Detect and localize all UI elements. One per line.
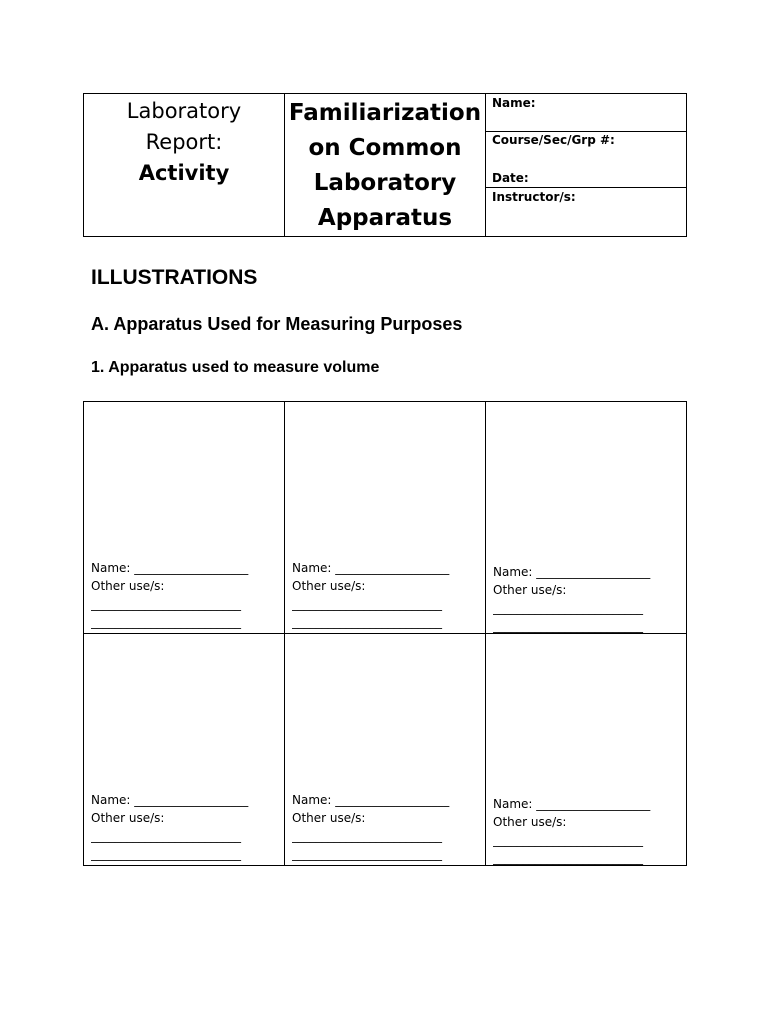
- item-title: 1. Apparatus used to measure volume: [91, 359, 380, 376]
- name-blank: Name: ___________________: [91, 561, 249, 575]
- course-label: Course/Sec/Grp #:: [492, 133, 615, 147]
- info-divider: [486, 187, 686, 188]
- other-use-label: Other use/s:: [292, 579, 366, 593]
- blank-line: _________________________: [493, 833, 643, 847]
- blank-line: _________________________: [493, 601, 643, 615]
- activity-title-line4: Apparatus: [317, 205, 453, 231]
- other-use-label: Other use/s:: [91, 811, 165, 825]
- illustration-slot[interactable]: [84, 634, 285, 866]
- other-use-label: Other use/s:: [91, 579, 165, 593]
- other-use-label: Other use/s:: [493, 583, 567, 597]
- section-title: ILLUSTRATIONS: [91, 266, 258, 289]
- illustration-slot[interactable]: [285, 402, 486, 634]
- slot-caption: [91, 791, 278, 863]
- info-divider: [486, 131, 686, 132]
- other-use-label: Other use/s:: [292, 811, 366, 825]
- illustration-slot[interactable]: [486, 634, 687, 866]
- name-blank: Name: ___________________: [292, 561, 450, 575]
- blank-line: _________________________: [292, 615, 442, 629]
- slot-caption: [292, 791, 479, 863]
- date-label: Date:: [492, 171, 529, 185]
- blank-line: _________________________: [91, 615, 241, 629]
- report-label-line1: Laboratory: [126, 99, 242, 123]
- student-info-cell: [486, 94, 687, 237]
- name-blank: Name: ___________________: [493, 565, 651, 579]
- instructor-label: Instructor/s:: [492, 190, 576, 204]
- name-blank: Name: ___________________: [91, 793, 249, 807]
- activity-title-cell: [285, 94, 486, 237]
- blank-line: _________________________: [493, 619, 643, 633]
- illustration-slot[interactable]: [84, 402, 285, 634]
- activity-title-line1: Familiarization: [288, 100, 482, 126]
- report-label-line2: Report:: [145, 130, 223, 154]
- slot-caption: [91, 559, 278, 631]
- name-label: Name:: [492, 96, 536, 110]
- slot-caption: [493, 795, 680, 867]
- blank-line: _________________________: [292, 829, 442, 843]
- activity-title-line3: Laboratory: [313, 170, 457, 196]
- name-blank: Name: ___________________: [493, 797, 651, 811]
- blank-line: _________________________: [91, 847, 241, 861]
- report-label-activity: Activity: [138, 161, 230, 185]
- illustration-slot[interactable]: [486, 402, 687, 634]
- illustration-grid: [83, 401, 687, 866]
- other-use-label: Other use/s:: [493, 815, 567, 829]
- blank-line: _________________________: [292, 847, 442, 861]
- activity-title-line2: on Common: [308, 135, 462, 161]
- slot-caption: [292, 559, 479, 631]
- blank-line: _________________________: [91, 597, 241, 611]
- blank-line: _________________________: [493, 851, 643, 865]
- blank-line: _________________________: [292, 597, 442, 611]
- blank-line: _________________________: [91, 829, 241, 843]
- report-type-cell: [84, 94, 285, 237]
- name-blank: Name: ___________________: [292, 793, 450, 807]
- report-header-table: [83, 93, 687, 237]
- subsection-title: A. Apparatus Used for Measuring Purposes: [91, 314, 463, 334]
- slot-caption: [493, 563, 680, 635]
- illustration-slot[interactable]: [285, 634, 486, 866]
